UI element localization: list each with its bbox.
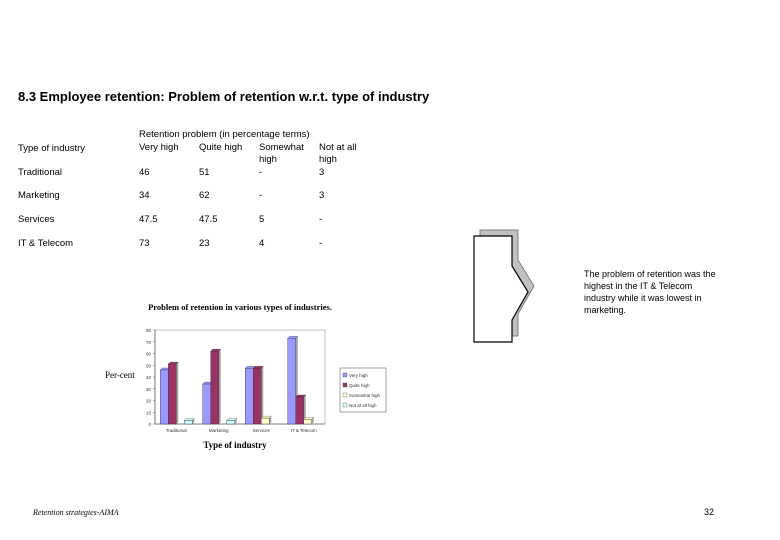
cell: 46 — [139, 167, 150, 178]
y-tick-label: 20 — [145, 398, 151, 404]
legend-entry: Somewhat high — [349, 393, 381, 398]
bar-top — [253, 366, 263, 368]
cell: - — [259, 167, 263, 178]
arrow-shape — [470, 228, 540, 344]
page-number: 32 — [704, 507, 715, 517]
legend-entry: Quite high — [349, 383, 370, 388]
x-tick-label: Marketing — [208, 428, 229, 433]
col-header-very-high: Very high — [139, 142, 179, 153]
col-header-quite-high: Quite high — [199, 142, 243, 153]
bar — [203, 384, 211, 424]
bar — [168, 364, 176, 424]
chart-legend — [340, 368, 386, 412]
footer-source: Retention strategies-AIMA — [33, 508, 119, 517]
bar — [160, 370, 168, 424]
row-label-traditional: Traditional — [18, 167, 63, 178]
x-tick-label: IT & Telecom — [290, 428, 317, 433]
bar-top — [304, 417, 314, 419]
legend-swatch — [343, 393, 347, 397]
bar — [227, 420, 235, 424]
bar — [253, 368, 261, 424]
bar — [184, 420, 192, 424]
cell: 23 — [199, 238, 210, 249]
cell: - — [319, 214, 323, 225]
bar — [288, 338, 296, 424]
y-tick-label: 70 — [145, 339, 151, 345]
legend-swatch — [343, 403, 347, 407]
x-axis-label: Type of industry — [203, 440, 267, 450]
bar — [296, 397, 304, 424]
bar — [245, 368, 253, 424]
y-tick-label: 30 — [145, 386, 151, 392]
col-header-somewhat-high: Somewhat high — [259, 142, 304, 165]
bar-top — [227, 418, 237, 420]
cell: - — [259, 190, 263, 201]
y-tick-label: 40 — [145, 375, 151, 380]
cell: 47.5 — [139, 214, 158, 225]
bar-top — [168, 362, 178, 364]
cell: 4 — [259, 238, 265, 249]
y-axis-label: Per-cent — [105, 370, 135, 380]
row-label-services: Services — [18, 214, 55, 225]
cell: 3 — [319, 167, 325, 178]
bar-top — [261, 416, 271, 418]
row-label-marketing: Marketing — [18, 190, 60, 201]
row-label-it-telecom: IT & Telecom — [18, 238, 74, 249]
legend-entry: Not at all high — [349, 403, 377, 408]
y-tick-label: 60 — [145, 351, 151, 357]
chart-title: Problem of retention in various types of industries. — [148, 302, 332, 312]
cell: 34 — [139, 190, 150, 201]
x-tick-label: Traditional — [165, 428, 187, 433]
x-tick-label: Services — [252, 428, 270, 433]
page-title: 8.3 Employee retention: Problem of retention w.r.t. type of industry — [18, 89, 430, 104]
bar-side — [176, 362, 178, 424]
bar — [261, 418, 269, 424]
row-header: Type of industry — [18, 143, 86, 154]
cell: 47.5 — [199, 214, 218, 225]
legend-swatch — [343, 383, 347, 387]
cell: 73 — [139, 238, 150, 249]
cell: 5 — [259, 214, 265, 225]
bar — [211, 351, 219, 424]
bar-top — [288, 336, 298, 338]
note-text: The problem of retention was the highest in the IT & Telecom industry while it was lowest in marketing. — [584, 269, 716, 315]
bar — [304, 419, 312, 424]
plot-area — [146, 328, 325, 433]
bar-side — [261, 366, 263, 424]
legend-entry: Very high — [349, 373, 368, 378]
retention-chart — [100, 296, 410, 456]
y-tick-label: 50 — [145, 363, 151, 369]
cell: 62 — [199, 190, 210, 201]
bar-top — [296, 395, 306, 397]
col-header-not-at-all-high: Not at all high — [319, 142, 357, 165]
bar-side — [219, 349, 221, 424]
legend-swatch — [343, 373, 347, 377]
bar-top — [184, 418, 194, 420]
group-header: Retention problem (in percentage terms) — [139, 129, 310, 140]
cell: - — [319, 238, 323, 249]
cell: 3 — [319, 190, 325, 201]
y-tick-label: 0 — [148, 422, 151, 427]
y-tick-label: 10 — [145, 410, 151, 416]
bar-top — [211, 349, 221, 351]
y-tick-label: 80 — [145, 328, 151, 333]
cell: 51 — [199, 167, 210, 178]
